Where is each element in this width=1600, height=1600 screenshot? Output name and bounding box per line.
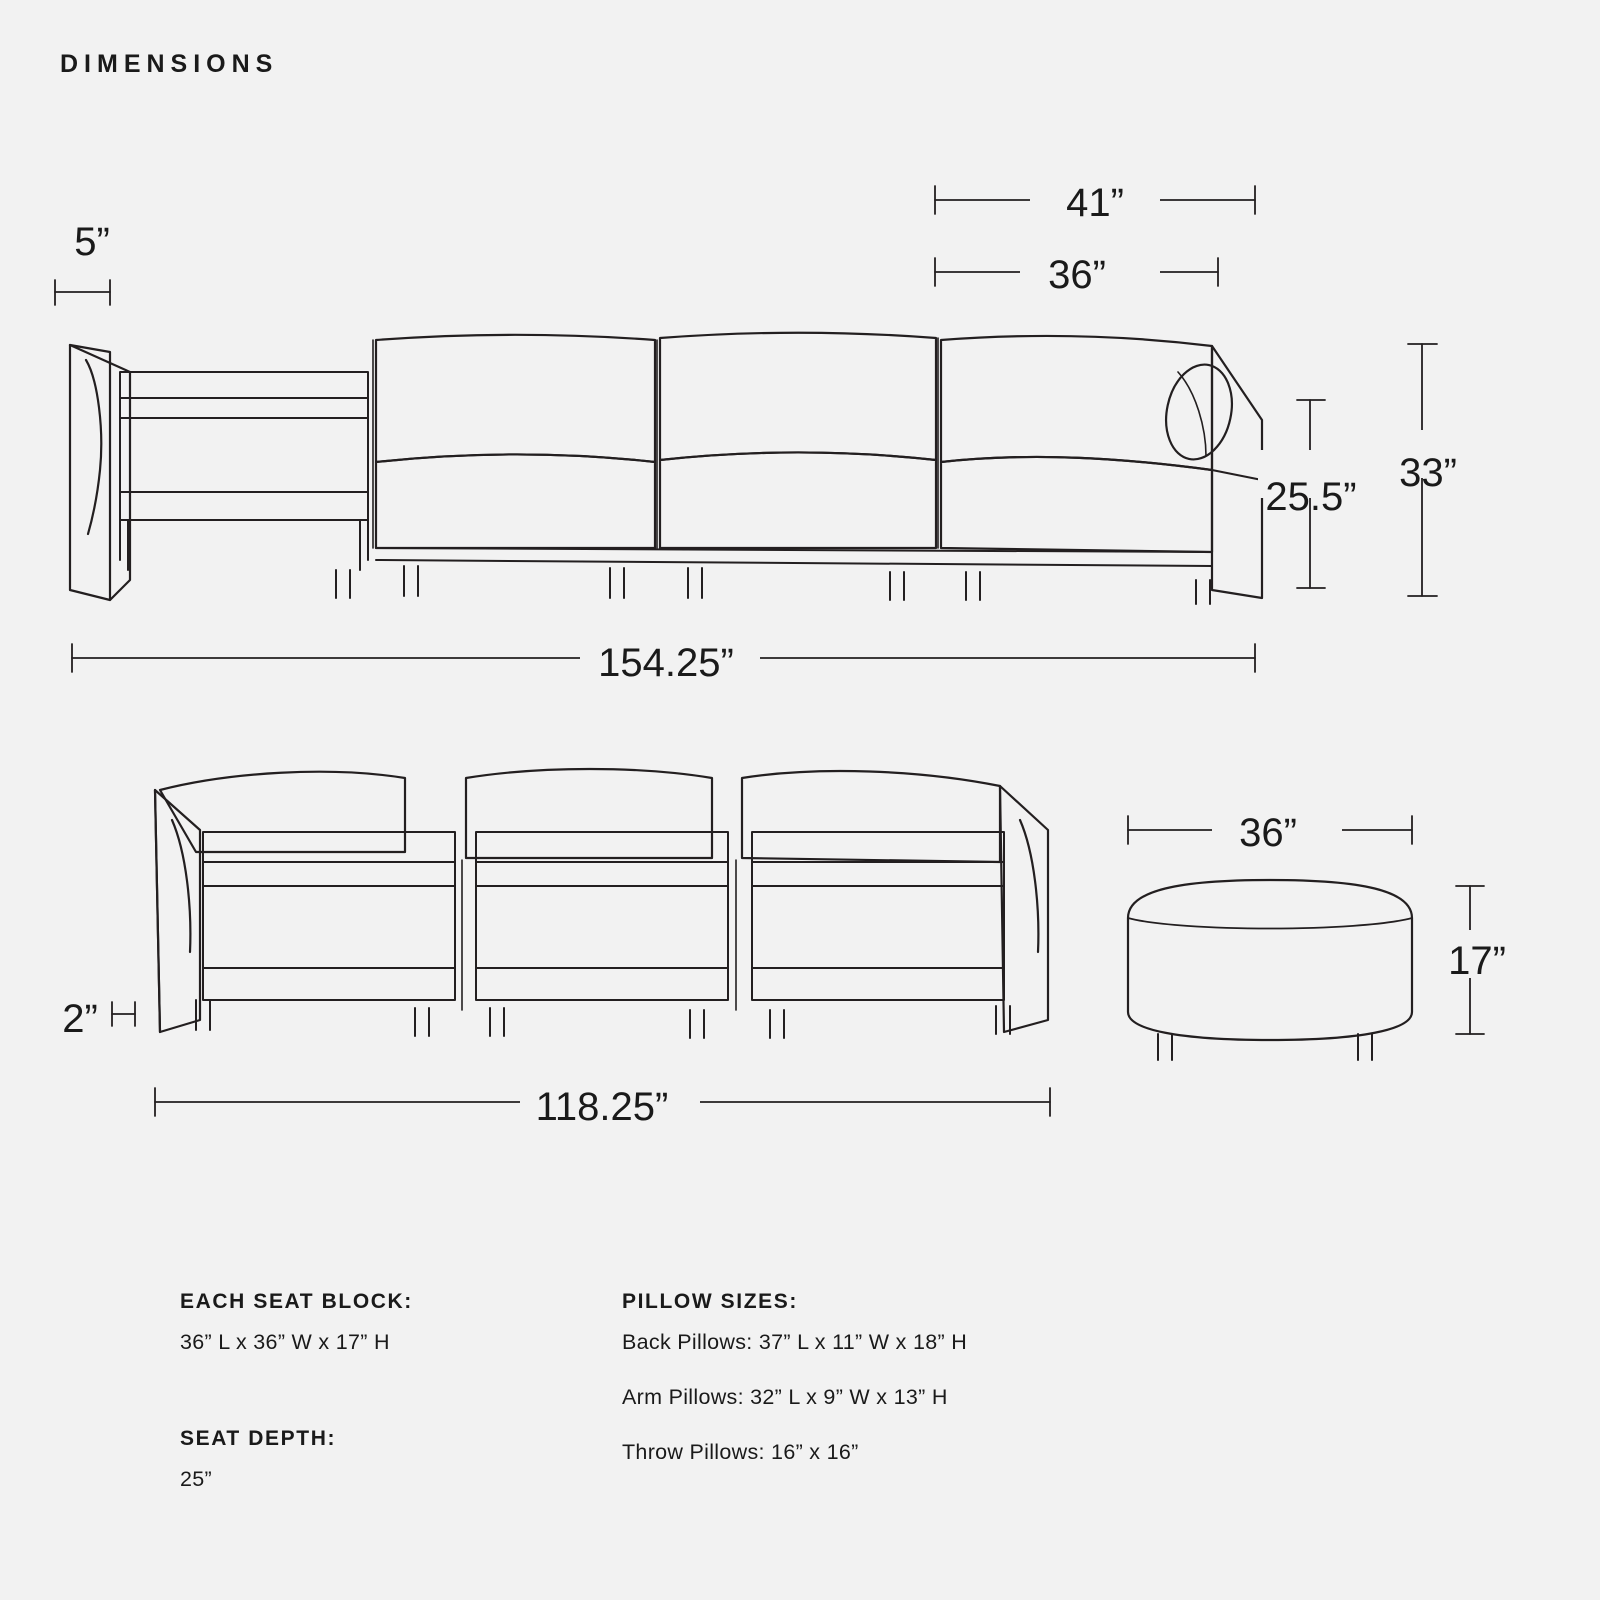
pillow-size-back: Back Pillows: 37” L x 11” W x 18” H [622,1330,968,1354]
label-module-outer-width: 41” [1066,181,1124,225]
label-ottoman-width: 36” [1239,811,1297,855]
rear-view-sofa [155,769,1048,1038]
seat-block-heading: EACH SEAT BLOCK: [180,1290,413,1313]
seat-block-value: 36” L x 36” W x 17” H [180,1330,390,1354]
ottoman-view [1128,880,1412,1060]
label-leg-height: 2” [62,997,98,1041]
spacer [180,1385,600,1427]
specs-right-column [622,1290,1322,1495]
page-title: DIMENSIONS [60,50,279,78]
pillow-sizes-heading: PILLOW SIZES: [622,1290,798,1313]
label-overall-length-front: 154.25” [598,641,734,685]
label-arm-width: 5” [74,220,110,264]
seat-depth-value: 25” [180,1467,212,1491]
label-back-height: 33” [1399,451,1457,495]
front-view-sofa [70,333,1262,604]
pillow-size-throw: Throw Pillows: 16” x 16” [622,1440,859,1464]
front-view-dimension-lines [55,186,1437,672]
seat-depth-heading: SEAT DEPTH: [180,1427,337,1450]
specs-left-column [180,1290,600,1522]
label-ottoman-height: 17” [1448,939,1506,983]
pillow-size-arm: Arm Pillows: 32” L x 9” W x 13” H [622,1385,948,1409]
label-overall-length-rear: 118.25” [535,1085,669,1129]
label-module-inner-width: 36” [1048,253,1106,297]
label-seat-back-height: 25.5” [1265,475,1357,519]
